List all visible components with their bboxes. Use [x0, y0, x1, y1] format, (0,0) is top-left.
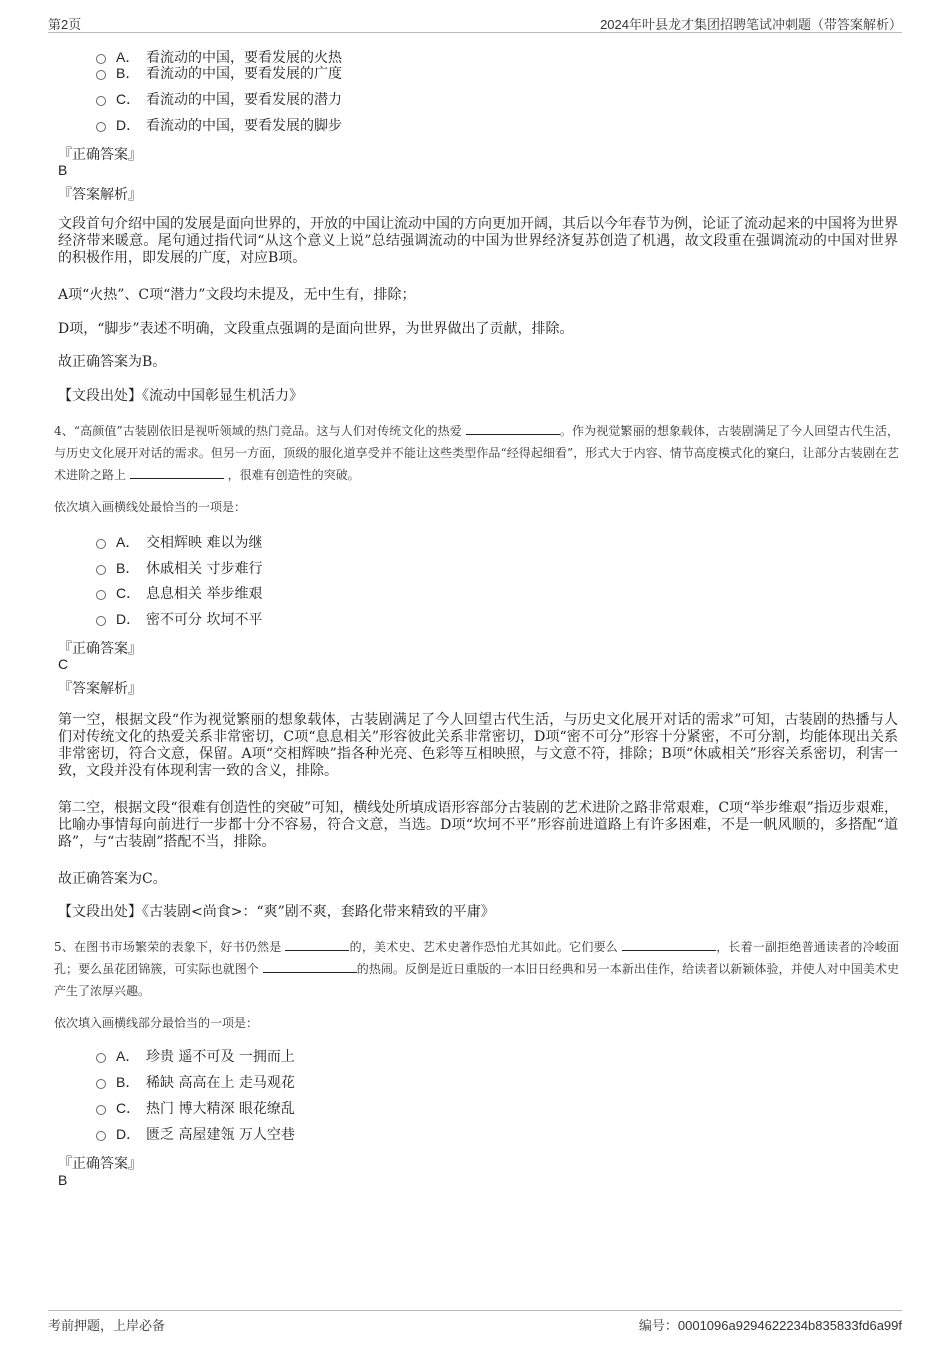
q3-answer: B	[58, 162, 68, 178]
radio-icon[interactable]	[96, 590, 106, 600]
q3-analysis-label: 『答案解析』	[58, 187, 142, 203]
q4-analysis-p3: 故正确答案为C。	[58, 871, 167, 887]
q3-analysis-p3: D项，“脚步”表述不明确，文段重点强调的是面向世界，为世界做出了贡献，排除。	[58, 321, 574, 337]
q3-analysis-p1: 文段首句介绍中国的发展是面向世界的，开放的中国让流动中国的方向更加开阔，其后以今年春节为例，论证了流动起来的中国将为世界经济带来暖意。尾句通过指代词“从这个意义上说”总结强调流动的中国为世界经济复苏创造了机遇，故文段重在强调流动的中国对世界的积极作用，即发展的广度，对应B项。	[58, 216, 898, 266]
blank-line	[285, 938, 349, 951]
q4-option-b[interactable]: B． 休戚相关 寸步难行	[96, 558, 262, 578]
q4-source: 【文段出处】《古装剧<尚食>：“爽”剧不爽，套路化带来精致的平庸》	[58, 904, 495, 920]
radio-icon[interactable]	[96, 70, 106, 80]
q5-option-d[interactable]: D． 匮乏 高屋建瓴 万人空巷	[96, 1124, 295, 1144]
q4-option-c[interactable]: C． 息息相关 举步维艰	[96, 583, 262, 603]
q4-stem: 4、“高颜值”古装剧依旧是视听领域的热门竞品。这与人们对传统文化的热爱 。作为视觉繁丽的想象载体，古装剧满足了今人回望古代生活，与历史文化展开对话的需求。但另一方面，顶级的服化道享受并不能让这些类型作品“经得起细看”，形式大于内容、情节高度模式化的窠臼，让部分古装剧在艺术进阶之路上 ，很难有创造性的突破。	[54, 424, 899, 482]
radio-icon[interactable]	[96, 616, 106, 626]
q5-option-c[interactable]: C． 热门 博大精深 眼花缭乱	[96, 1098, 295, 1118]
blank-line	[130, 466, 224, 479]
radio-icon[interactable]	[96, 96, 106, 106]
radio-icon[interactable]	[96, 1105, 106, 1115]
document-title: 2024年叶县龙才集团招聘笔试冲刺题（带答案解析）	[600, 17, 902, 32]
q5-option-b[interactable]: B． 稀缺 高高在上 走马观花	[96, 1072, 295, 1092]
q3-analysis-p4: 故正确答案为B。	[58, 354, 167, 370]
radio-icon[interactable]	[96, 122, 106, 132]
radio-icon[interactable]	[96, 565, 106, 575]
radio-icon[interactable]	[96, 539, 106, 549]
q5-answer-label: 『正确答案』	[58, 1156, 142, 1172]
q3-source: 【文段出处】《流动中国彰显生机活力》	[58, 388, 303, 404]
q4-answer: C	[58, 656, 69, 672]
q4-prompt: 依次填入画横线处最恰当的一项是：	[54, 500, 247, 514]
q4-answer-label: 『正确答案』	[58, 641, 142, 657]
blank-line	[263, 960, 357, 973]
q3-option-a[interactable]: A． 看流动的中国，要看发展的火热	[96, 47, 342, 67]
page-number: 第2页	[48, 17, 82, 32]
q4-analysis-label: 『答案解析』	[58, 681, 142, 697]
page-footer	[48, 1310, 902, 1335]
q3-option-d[interactable]: D． 看流动的中国，要看发展的脚步	[96, 115, 342, 135]
blank-line	[622, 938, 716, 951]
q3-answer-label: 『正确答案』	[58, 147, 142, 163]
q5-option-a[interactable]: A． 珍贵 遥不可及 一拥而上	[96, 1046, 295, 1066]
q5-prompt: 依次填入画横线部分最恰当的一项是：	[54, 1016, 259, 1030]
q4-analysis-p1: 第一空，根据文段“作为视觉繁丽的想象载体，古装剧满足了今人回望古代生活，与历史文化展开对话的需求”可知，古装剧的热播与人们对传统文化的热爱关系非常密切，C项“息息相关”形容彼此关系非常密切，D项“密不可分”形容十分紧密，不可分割，均能体现出关系非常密切，符合文意，保留。A项“交相辉映”指各种光亮、色彩等互相映照，与文意不符，排除；B项“休戚相关”形容关系密切，利害一致，文段并没有体现利害一致的含义，排除。	[58, 712, 898, 779]
q4-analysis-p2: 第二空，根据文段“很难有创造性的突破”可知，横线处所填成语形容部分古装剧的艺术进阶之路非常艰难，C项“举步维艰”指迈步艰难，比喻办事情每向前进行一步都十分不容易，符合文意，当选。D项“坎坷不平”形容前进道路上有许多困难，不是一帆风顺的，多搭配“道路”，与“古装剧”搭配不当，排除。	[58, 800, 898, 850]
page-header	[48, 12, 902, 33]
q3-option-c[interactable]: C． 看流动的中国，要看发展的潜力	[96, 89, 342, 109]
blank-line	[466, 422, 560, 435]
q5-answer: B	[58, 1172, 68, 1188]
q4-option-a[interactable]: A． 交相辉映 难以为继	[96, 532, 262, 552]
q3-analysis-p2: A项“火热”、C项“潜力”文段均未提及，无中生有，排除；	[58, 287, 416, 303]
radio-icon[interactable]	[96, 1053, 106, 1063]
q4-option-d[interactable]: D． 密不可分 坎坷不平	[96, 609, 262, 629]
q5-stem: 5、在图书市场繁荣的表象下，好书仍然是 的，美术史、艺术史著作恐怕尤其如此。它们要么 ，长着一副拒绝普通读者的冷峻面孔；要么虽花团锦簇，可实际也就图个 的热闹。反倒是近日重版的一本旧日经典和另一本新出佳作，给读者以新颖体验，并使人对中国美术史产生了浓厚兴趣。	[54, 940, 899, 998]
radio-icon[interactable]	[96, 1079, 106, 1089]
document-code: 编号：0001096a9294622234b835833fd6a99f	[638, 1318, 902, 1333]
footer-slogan: 考前押题，上岸必备	[48, 1318, 166, 1333]
radio-icon[interactable]	[96, 1131, 106, 1141]
q3-option-b[interactable]: B． 看流动的中国，要看发展的广度	[96, 63, 342, 83]
